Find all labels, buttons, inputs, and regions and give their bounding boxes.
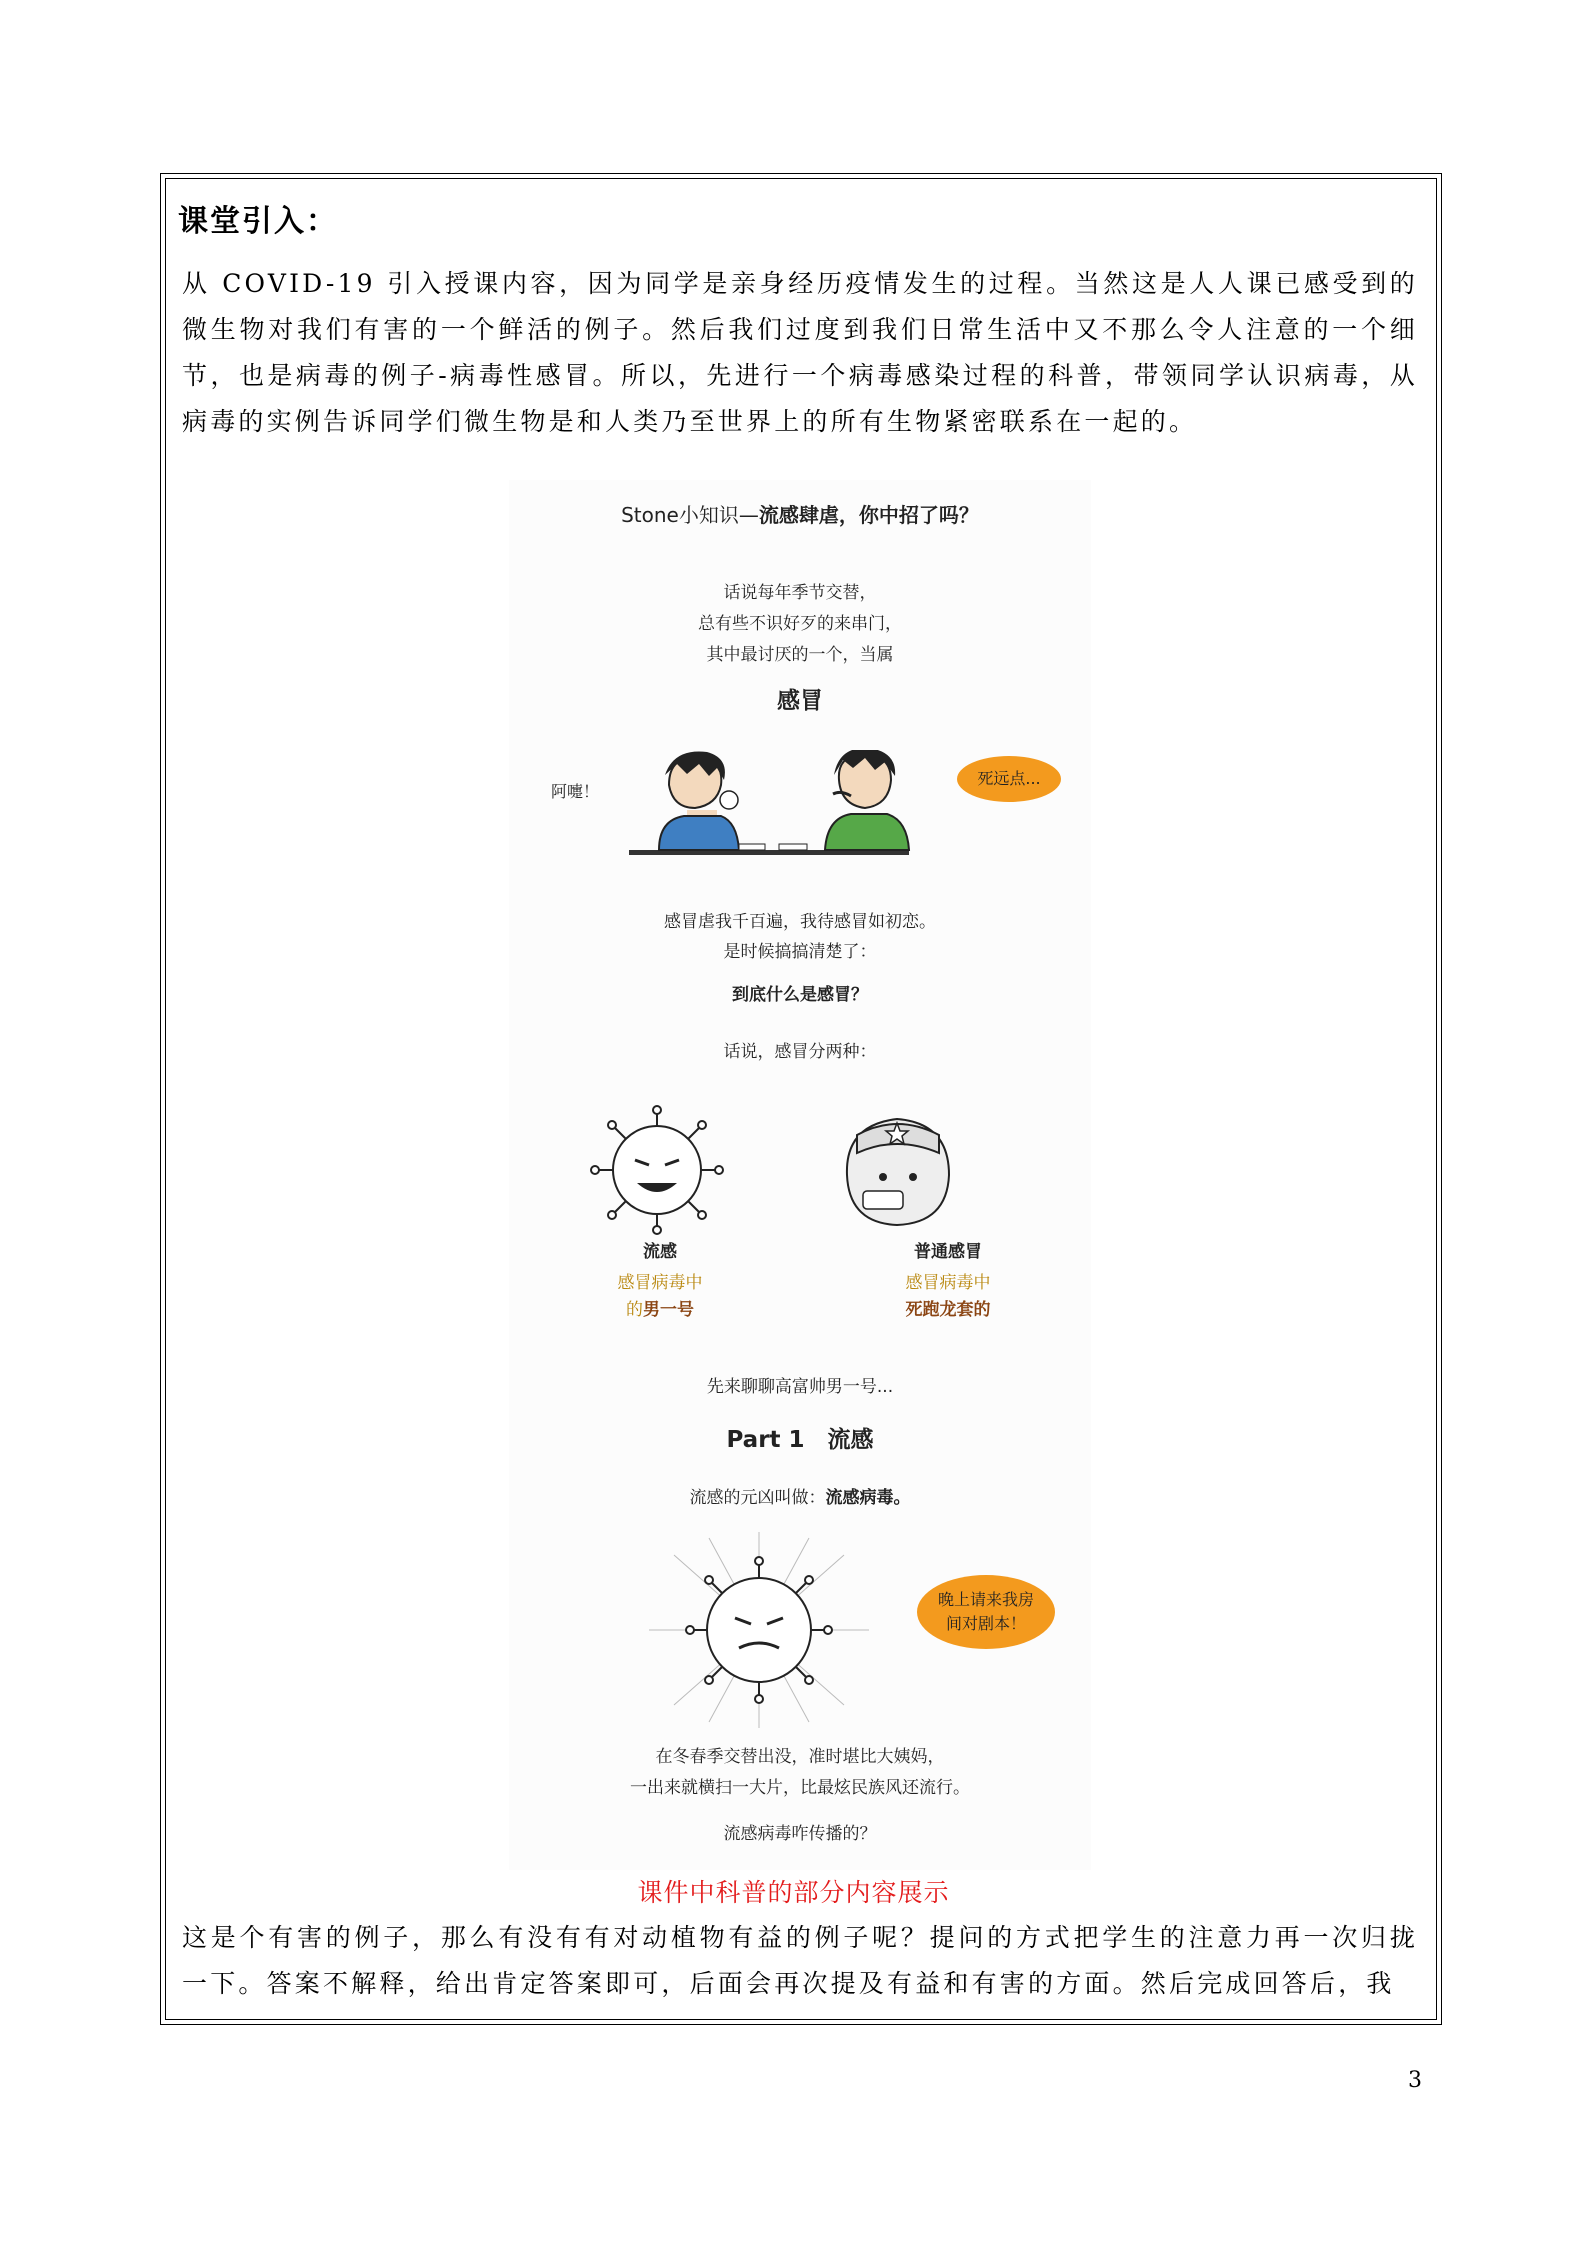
intro-paragraph: 从 COVID-19 引入授课内容，因为同学是亲身经历疫情发生的过程。当然这是人人课已感受到的微生物对我们有害的一个鲜活的例子。然后我们过度到我们日常生活中又不那么令人注意的一个细节，也是病毒的例子-病毒性感冒。所以，先进行一个病毒感染过程的科普，带领同学认识病毒，从病毒的实例告诉同学们微生物是和人类乃至世界上的所有生物紧密联系在一起的。 xyxy=(182,269,1418,436)
flu-label: 流感 xyxy=(643,1242,677,1262)
question-line: 到底什么是感冒？ xyxy=(732,985,868,1005)
intro-line-2: 总有些不识好歹的来串门， xyxy=(698,614,902,634)
flu-desc-2-plain: 的 xyxy=(626,1300,643,1320)
part-title: Part 1 流感 xyxy=(726,1427,874,1453)
flu-virus-burst-illustration xyxy=(639,1530,879,1730)
section-heading: 课堂引入： xyxy=(178,204,338,239)
line3-1: 在冬春季交替出没，准时堪比大姨妈， xyxy=(655,1747,945,1767)
comic-title xyxy=(509,500,1091,531)
speech-bubble-2 xyxy=(917,1575,1055,1649)
two-kinds-line: 话说，感冒分两种： xyxy=(723,1042,877,1062)
cold-desc-2: 死跑龙套的 xyxy=(905,1300,991,1320)
courseware-image xyxy=(509,480,1091,1870)
cold-word: 感冒 xyxy=(777,688,823,714)
image-caption: 课件中科普的部分内容展示 xyxy=(637,1878,950,1907)
intro-line-3: 其中最讨厌的一个，当属 xyxy=(706,645,894,665)
how-spread-line: 流感病毒咋传播的？ xyxy=(723,1824,877,1844)
sneezing-man-illustration xyxy=(629,750,929,865)
culprit-line xyxy=(509,1483,1091,1514)
bubble2-line-2: 间对剧本！ xyxy=(945,1614,1026,1633)
cold-desc-1: 感冒病毒中 xyxy=(905,1273,991,1293)
flu-virus-illustration xyxy=(587,1105,727,1235)
bubble2-line-1: 晚上请来我房 xyxy=(937,1590,1034,1609)
comic-title-prefix: Stone小知识— xyxy=(621,503,759,527)
page-number: 3 xyxy=(1408,2068,1422,2093)
closing-paragraph: 这是个有害的例子，那么有没有有对动植物有益的例子呢？提问的方式把学生的注意力再一次归拢一下。答案不解释，给出肯定答案即可，后面会再次提及有益和有害的方面。然后完成回答后，我 xyxy=(182,1923,1418,1998)
flu-desc-2-bold: 男一号 xyxy=(643,1300,694,1320)
line3-2: 一出来就横扫一大片，比最炫民族风还流行。 xyxy=(630,1778,970,1798)
sneeze-text: 阿嚏！ xyxy=(551,782,600,801)
common-cold-label: 普通感冒 xyxy=(914,1242,982,1262)
line2-1: 感冒虐我千百遍，我待感冒如初恋。 xyxy=(664,912,936,932)
speech-bubble-1: 死远点... xyxy=(957,756,1061,802)
comic-title-bold: 流感肆虐，你中招了吗？ xyxy=(758,503,979,527)
common-cold-virus-illustration xyxy=(827,1105,967,1235)
intro-line-1: 话说每年季节交替， xyxy=(723,583,877,603)
chat-first-line: 先来聊聊高富帅男一号... xyxy=(706,1377,894,1397)
line2-2: 是时候搞搞清楚了： xyxy=(723,942,877,962)
flu-desc-1: 感冒病毒中 xyxy=(617,1273,703,1293)
culprit-plain: 流感的元凶叫做： xyxy=(689,1488,826,1508)
culprit-bold: 流感病毒。 xyxy=(825,1488,911,1508)
